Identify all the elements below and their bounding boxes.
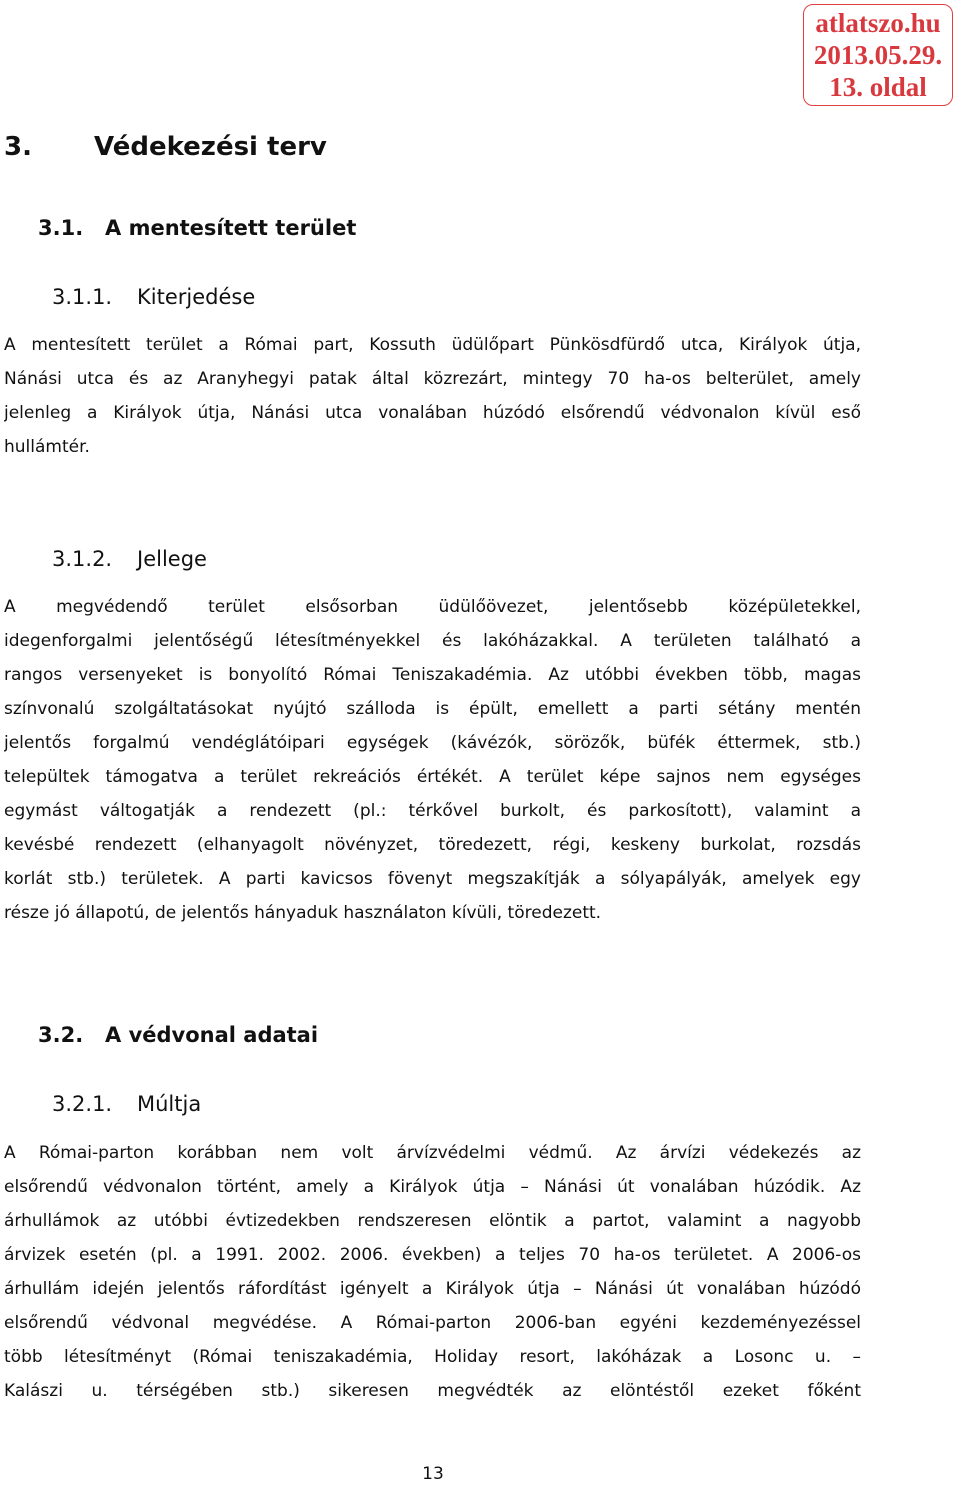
heading-title: Kiterjedése <box>137 285 256 309</box>
text-line: A Római-parton korábban nem volt árvízvédelmi védmű. Az árvízi védekezés az <box>4 1143 861 1163</box>
text-line: elsőrendű védvonalon történt, amely a Királyok útja – Nánási út vonalában húzódik. Az <box>4 1177 861 1197</box>
text-line: kevésbé rendezett (elhanyagolt növényzet, töredezett, régi, keskeny burkolat, rozsdás <box>4 835 861 855</box>
heading-3 <box>4 132 327 162</box>
heading-number: 3. <box>4 132 32 162</box>
text-line: rangos versenyeket is bonyolító Római Teniszakadémia. Az utóbbi években több, magas <box>4 665 861 685</box>
stamp-page: 13. oldal <box>829 72 927 102</box>
text-line: jelenleg a Királyok útja, Nánási utca vonalában húzódó elsőrendű védvonalon kívül eső <box>4 403 861 423</box>
text-line: hullámtér. <box>4 437 90 457</box>
heading-title: Múltja <box>137 1092 202 1116</box>
heading-3-1-1 <box>52 285 255 309</box>
heading-title: A mentesített terület <box>105 216 357 240</box>
heading-3-1-2 <box>52 547 207 571</box>
text-line: színvonalú szolgáltatásokat nyújtó szálloda is épült, emellett a parti sétány mentén <box>4 699 861 719</box>
heading-number: 3.2.1. <box>52 1092 113 1116</box>
text-line: része jó állapotú, de jelentős hányaduk használaton kívüli, töredezett. <box>4 903 602 923</box>
text-line: Kalászi u. térségében stb.) sikeresen megvédték az elöntéstől ezeket főként <box>4 1381 861 1401</box>
heading-3-1 <box>38 216 356 240</box>
heading-number: 3.1.2. <box>52 547 113 571</box>
heading-title: Jellege <box>137 547 207 571</box>
text-line: jelentős forgalmú vendéglátóipari egységek (kávézók, sörözők, büfék éttermek, stb.) <box>4 733 861 753</box>
text-line: egymást váltogatják a rendezett (pl.: térkővel burkolt, és parkosított), valamint a <box>4 801 861 821</box>
text-line: árhullámok az utóbbi évtizedekben rendszeresen elöntik a partot, valamint a nagyobb <box>4 1211 861 1231</box>
text-line: A megvédendő terület elsősorban üdülőövezet, jelentősebb középületekkel, <box>4 597 861 617</box>
text-line: árhullám idején jelentős ráfordítást igényelt a Királyok útja – Nánási út vonalában húzódó <box>4 1279 861 1299</box>
text-line: Nánási utca és az Aranyhegyi patak által közrezárt, mintegy 70 ha-os belterület, amely <box>4 369 861 389</box>
text-line: települtek támogatva a terület rekreációs értékét. A terület képe sajnos nem egységes <box>4 767 861 787</box>
text-line: idegenforgalmi jelentőségű létesítményekkel és lakóházakkal. A területen található a <box>4 631 861 651</box>
heading-3-2-1 <box>52 1092 201 1116</box>
text-line: korlát stb.) területek. A parti kavicsos fövenyt megszakítják a sólyapályák, amelyek egy <box>4 869 861 889</box>
heading-number: 3.1. <box>38 216 84 240</box>
heading-3-2 <box>38 1023 318 1047</box>
stamp-date: 2013.05.29. <box>813 40 943 70</box>
heading-number: 3.1.1. <box>52 285 113 309</box>
heading-title: Védekezési terv <box>94 132 327 162</box>
stamp-site: atlatszo.hu <box>815 8 941 38</box>
text-line: elsőrendű védvonal megvédése. A Római-parton 2006-ban egyéni kezdeményezéssel <box>4 1313 861 1333</box>
paragraph-character <box>4 590 861 930</box>
page-number: 13 <box>422 1464 444 1484</box>
text-line: árvizek esetén (pl. a 1991. 2002. 2006. években) a teljes 70 ha-os területet. A 2006-os <box>4 1245 861 1265</box>
paragraph-history <box>4 1136 861 1408</box>
heading-number: 3.2. <box>38 1023 84 1047</box>
text-line: A mentesített terület a Római part, Kossuth üdülőpart Pünkösdfürdő utca, Királyok útja, <box>4 335 861 355</box>
text-line: több létesítményt (Római teniszakadémia, Holiday resort, lakóházak a Losonc u. – <box>4 1347 861 1367</box>
watermark-stamp <box>803 4 953 106</box>
paragraph-extent <box>4 328 861 464</box>
heading-title: A védvonal adatai <box>105 1023 319 1047</box>
